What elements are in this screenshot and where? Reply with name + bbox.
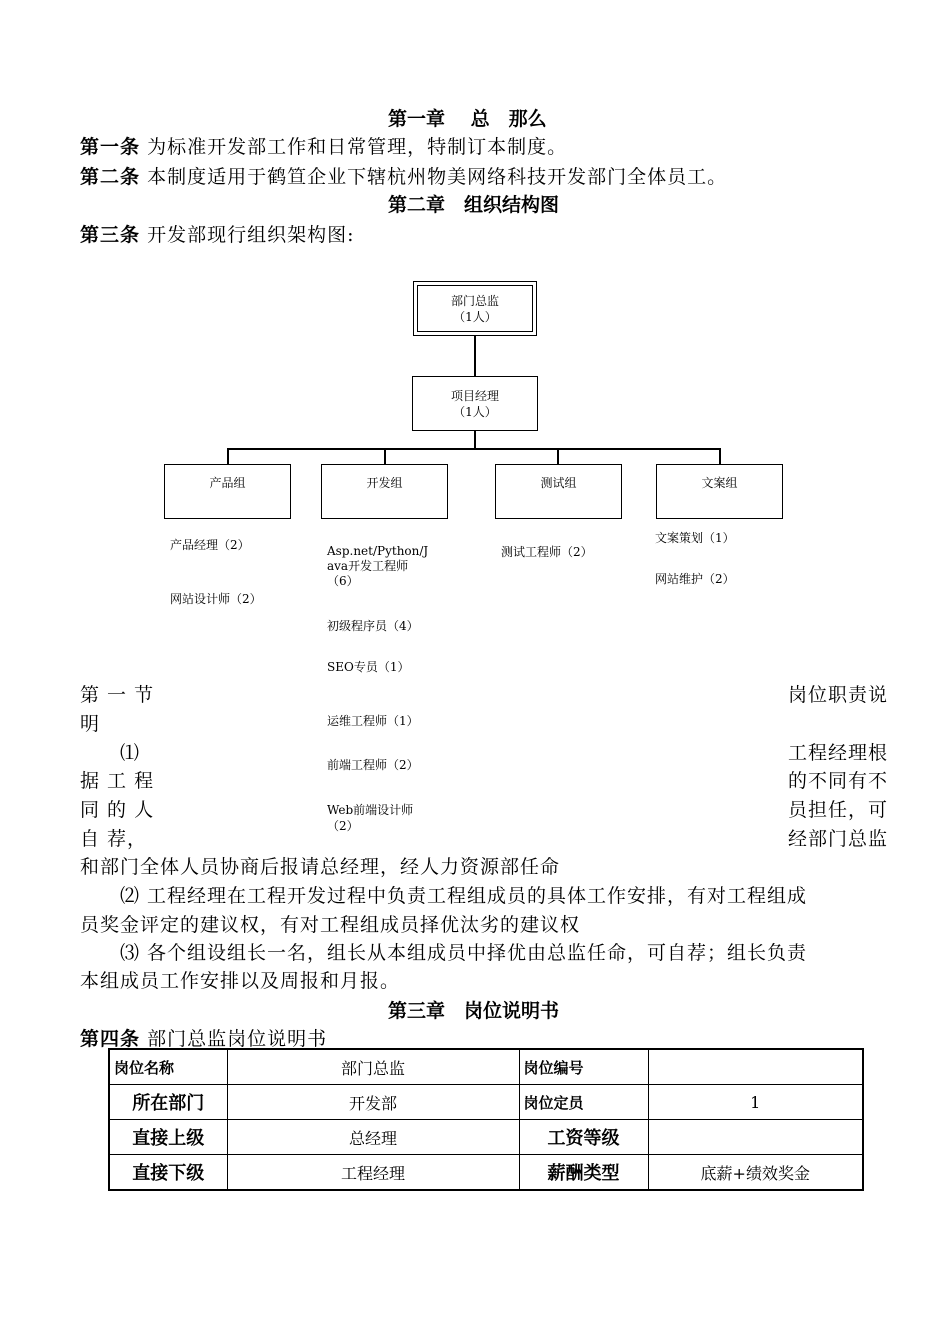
- table-key: 岗位名称: [109, 1049, 227, 1085]
- article2-text: 本制度适用于鹤笪企业下辖杭州物美网络科技开发部门全体员工。: [147, 166, 728, 188]
- position-table: [108, 1048, 864, 1191]
- connector-line: [557, 448, 559, 465]
- table-key: 所在部门: [109, 1085, 227, 1120]
- article1-text: 为标准开发部工作和日常管理，特制订本制度。: [147, 136, 568, 158]
- connector-line: [474, 431, 476, 449]
- role-label: 初级程序员（4）: [327, 619, 419, 633]
- section1-left-1: 第 一 节: [80, 684, 155, 706]
- org-group-product: [164, 464, 291, 519]
- role-label: 网站维护（2）: [655, 572, 735, 586]
- table-key: 岗位定员: [519, 1085, 648, 1120]
- role-label: 网站设计师（2）: [170, 592, 262, 606]
- article4-label: 第四条: [80, 1028, 141, 1050]
- table-value: 底薪+绩效奖金: [648, 1155, 863, 1191]
- p1-left-3: 同 的 人: [80, 799, 155, 821]
- org-group-label: 产品组: [209, 476, 246, 490]
- p3-line-2: 本组成员工作安排以及周报和月报。: [80, 970, 401, 992]
- chapter3-title: 第三章 岗位说明书: [388, 1000, 560, 1022]
- connector-line: [227, 448, 720, 450]
- p1-right-1: 工程经理根: [788, 742, 889, 764]
- org-group-label: 测试组: [540, 476, 577, 490]
- p1-right-2: 的不同有不: [788, 770, 889, 792]
- table-value: [648, 1049, 863, 1085]
- org-director-box: [413, 281, 537, 336]
- p2-line-1: ⑵ 工程经理在工程开发过程中负责工程组成员的具体工作安排，有对工程组成: [120, 885, 808, 907]
- role-label: 文案策划（1）: [655, 531, 735, 545]
- connector-line: [719, 448, 721, 465]
- role-label: 产品经理（2）: [170, 538, 250, 552]
- table-row: [109, 1049, 863, 1085]
- p3-line-1: ⑶ 各个组设组长一名，组长从本组成员中择优由总监任命，可自荐；组长负责: [120, 942, 808, 964]
- article4: [80, 1024, 327, 1051]
- chapter1-title: 第一章 总 那么: [388, 108, 547, 130]
- article4-text: 部门总监岗位说明书: [147, 1028, 328, 1050]
- table-value: 1: [648, 1085, 863, 1120]
- org-pm-box: [412, 376, 538, 431]
- connector-line: [384, 448, 386, 465]
- connector-line: [474, 336, 476, 377]
- role-label: （2）: [327, 819, 359, 833]
- table-row: [109, 1120, 863, 1155]
- role-label: 前端工程师（2）: [327, 758, 419, 772]
- p1-line-5: 和部门全体人员协商后报请总经理，经人力资源部任命: [80, 856, 561, 878]
- org-pm-name: 项目经理: [450, 388, 499, 403]
- article3-label: 第三条: [80, 224, 141, 246]
- org-director-name: 部门总监: [450, 293, 499, 308]
- org-group-dev: [321, 464, 448, 519]
- p2-line-2: 员奖金评定的建议权，有对工程组成员择优汰劣的建议权: [80, 914, 581, 936]
- article1-label: 第一条: [80, 136, 141, 158]
- article2: [80, 162, 727, 189]
- role-label: 运维工程师（1）: [327, 714, 419, 728]
- table-key: 工资等级: [519, 1120, 648, 1155]
- org-group-copy: [656, 464, 783, 519]
- org-director-count: （1人）: [453, 309, 497, 324]
- article1: [80, 132, 567, 159]
- role-label: （6）: [327, 574, 359, 588]
- role-label: ava开发工程师: [327, 559, 409, 573]
- section1-left-2: 明: [80, 713, 101, 735]
- org-pm-count: （1人）: [453, 404, 497, 419]
- p1-right-4: 经部门总监: [788, 828, 889, 850]
- table-key: 岗位编号: [519, 1049, 648, 1085]
- table-key: 薪酬类型: [519, 1155, 648, 1191]
- p1-right-3: 员担任，可: [788, 799, 889, 821]
- table-key: 直接上级: [109, 1120, 227, 1155]
- role-label: 测试工程师（2）: [501, 545, 593, 559]
- table-value: 部门总监: [227, 1049, 519, 1085]
- table-value: [648, 1120, 863, 1155]
- table-key: 直接下级: [109, 1155, 227, 1191]
- section1-right-1: 岗位职责说: [788, 684, 889, 706]
- org-group-label: 开发组: [366, 476, 403, 490]
- connector-line: [227, 448, 229, 465]
- org-group-test: [495, 464, 622, 519]
- article3-text: 开发部现行组织架构图:: [147, 224, 355, 246]
- p1-left-4: 自 荐，: [80, 828, 148, 850]
- p1-left-2: 据 工 程: [80, 770, 155, 792]
- table-row: [109, 1155, 863, 1191]
- role-label: Asp.net/Python/J: [327, 544, 429, 558]
- table-value: 工程经理: [227, 1155, 519, 1191]
- table-value: 开发部: [227, 1085, 519, 1120]
- chapter2-title: 第二章 组织结构图: [388, 194, 560, 216]
- role-label: SEO专员（1）: [327, 660, 410, 674]
- article3: [80, 220, 354, 247]
- p1-number: ⑴: [120, 742, 141, 764]
- table-value: 总经理: [227, 1120, 519, 1155]
- role-label: Web前端设计师: [327, 803, 414, 817]
- article2-label: 第二条: [80, 166, 141, 188]
- org-group-label: 文案组: [701, 476, 738, 490]
- table-row: [109, 1085, 863, 1120]
